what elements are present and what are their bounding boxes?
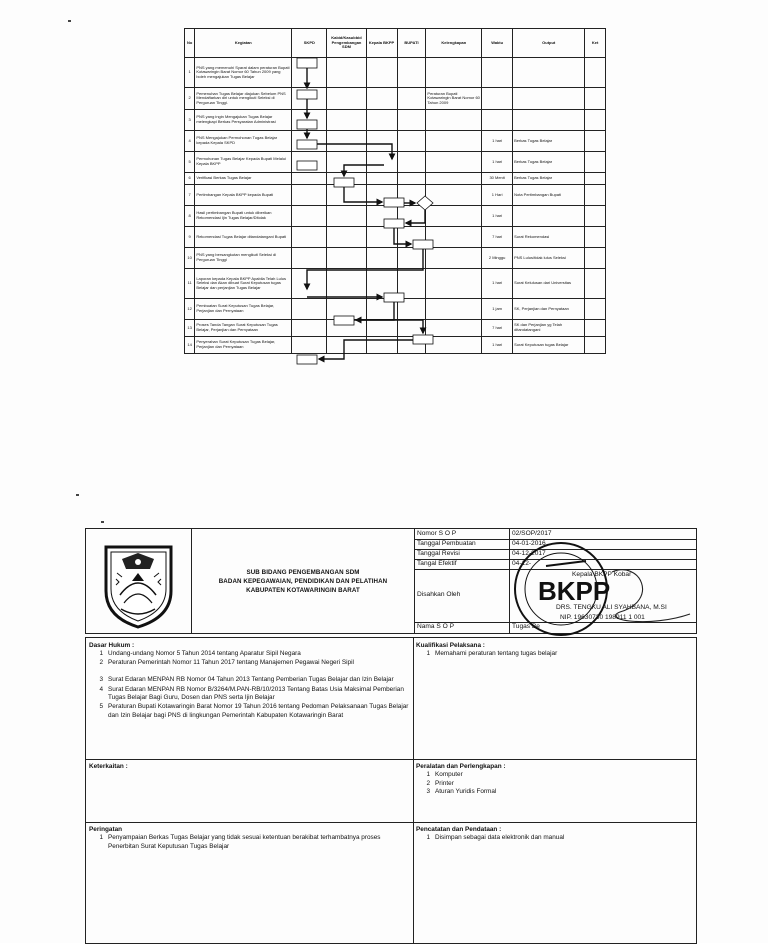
step-ket [585, 337, 606, 354]
lane-kabid [327, 110, 366, 131]
step-waktu: 1 jam [482, 299, 513, 320]
step-ket [585, 299, 606, 320]
lane-kabid [327, 131, 366, 152]
step-waktu [482, 58, 513, 88]
step-activity: Pemenuhan Tugas Belajar diajukan Sebelum PNS Mendaftarkan diri untuk mengikuti Seleksi di Perguruan Tinggi. [195, 88, 292, 110]
step-ket [585, 248, 606, 269]
step-output: Berkas Tugas Belajar [513, 152, 585, 173]
header-output: Output [513, 29, 585, 58]
header-no: No [185, 29, 195, 58]
step-activity: Rekomendasi Tugas Belajar ditandatangani Bupati [195, 227, 292, 248]
lane-skpd [292, 185, 327, 206]
step-waktu: 7 hari [482, 320, 513, 337]
section-peralatan [416, 763, 692, 797]
list-item [89, 686, 409, 703]
step-ket [585, 58, 606, 88]
step-output [513, 88, 585, 110]
meta-key: Disahkan Oleh [417, 591, 461, 598]
step-waktu: 1 Hari [482, 185, 513, 206]
step-output: SK, Perjanjian dan Pernyataan [513, 299, 585, 320]
lane-skpd [292, 152, 327, 173]
lane-bupati [397, 152, 426, 173]
section-title: Dasar Hukum : [89, 642, 135, 649]
grid-divider [413, 638, 414, 943]
flowchart-row [185, 227, 606, 248]
lane-kepala-bkpp [366, 337, 397, 354]
step-output [513, 110, 585, 131]
step-kelengkapan [426, 185, 482, 206]
meta-key: Tangal Efektif [417, 560, 457, 567]
flowchart-row [185, 173, 606, 185]
step-output [513, 206, 585, 227]
org-line-1: SUB BIDANG PENGEMBANGAN SDM [246, 568, 360, 576]
grid-divider [86, 759, 696, 760]
step-kelengkapan [426, 337, 482, 354]
step-activity: Pertimbangan Kepala BKPP kepada Bupati [195, 185, 292, 206]
organization-title [192, 529, 415, 633]
flowchart-row [185, 152, 606, 173]
step-ket [585, 88, 606, 110]
lane-skpd [292, 131, 327, 152]
meta-row-disahkan [415, 569, 696, 623]
header-waktu: Waktu [482, 29, 513, 58]
item-number: 2 [426, 779, 430, 787]
lane-bupati [397, 320, 426, 337]
header-kabid: Kabid/Kasubbid Pengembangan SDM [327, 29, 366, 58]
item-text: Memahami peraturan tentang tugas belajar [435, 650, 558, 658]
flowchart-header-row [185, 29, 606, 58]
header-ket: Ket [585, 29, 606, 58]
sop-content-grid [85, 637, 697, 944]
lane-kepala-bkpp [366, 185, 397, 206]
meta-value: 02/SOP/2017 [512, 530, 552, 537]
step-activity: PNS yang ingin Mengajukan Tugas Belajar melengkapi Berkas Persyaratan Administrasi [195, 110, 292, 131]
item-text: Disimpan sebagai data elektronik dan manual [435, 834, 565, 842]
lane-kabid [327, 248, 366, 269]
step-kelengkapan [426, 152, 482, 173]
signature-role: Kepala BKPP Kobar [572, 571, 632, 578]
step-waktu [482, 88, 513, 110]
list-item [416, 780, 692, 788]
lane-bupati [397, 269, 426, 299]
section-kualifikasi [416, 642, 692, 659]
item-text: Komputer [435, 771, 463, 779]
step-ket [585, 206, 606, 227]
step-number: 4 [185, 131, 195, 152]
lane-kabid [327, 206, 366, 227]
step-number: 2 [185, 88, 195, 110]
list-item [416, 788, 692, 796]
step-output: Surat Kelulusan dari Universitas [513, 269, 585, 299]
step-kelengkapan [426, 110, 482, 131]
flowchart-row [185, 185, 606, 206]
lane-kabid [327, 269, 366, 299]
flow-step-box [297, 355, 317, 364]
step-activity: PNS yang memenuhi Syarat dalam peraturan Bupati Kotawaringin Barat Nomor 60 Tahun 2009 yang boleh mengajukan Tugas Belajar [195, 58, 292, 88]
scan-speck [76, 494, 79, 496]
lane-bupati [397, 173, 426, 185]
item-text: Penyampaian Berkas Tugas Belajar yang tidak sesuai ketentuan berakibat terhambatnya proses Penerbitan Surat Keputusan Tugas Belajar [108, 834, 381, 850]
step-activity: Penyerahan Surat Keputusan Tugas Belajar, Perjanjian dan Pernyataan [195, 337, 292, 354]
list-item [416, 771, 692, 779]
header-kepala-bkpp: Kepala BKPP [366, 29, 397, 58]
item-text: Printer [435, 779, 454, 787]
step-number: 3 [185, 110, 195, 131]
step-output: Berkas Tugas Belajar [513, 173, 585, 185]
lane-skpd [292, 269, 327, 299]
lane-bupati [397, 299, 426, 320]
step-kelengkapan [426, 269, 482, 299]
item-text: Surat Edaran MENPAN RB Nomor 04 Tahun 2013 Tentang Pemberian Tugas Belajar dan Izin Belajar [108, 676, 394, 684]
step-number: 7 [185, 185, 195, 206]
lane-bupati [397, 206, 426, 227]
lane-skpd [292, 337, 327, 354]
step-ket [585, 110, 606, 131]
lane-kabid [327, 299, 366, 320]
meta-row-nama-sop [415, 622, 696, 632]
lane-kabid [327, 88, 366, 110]
list-item [89, 659, 409, 667]
step-waktu: 1 hari [482, 131, 513, 152]
regency-emblem-logo [86, 529, 191, 633]
lane-kepala-bkpp [366, 88, 397, 110]
meta-value: Tugas Be [512, 623, 540, 630]
lane-bupati [397, 88, 426, 110]
meta-value: 04-12- [512, 560, 532, 567]
lane-kepala-bkpp [366, 248, 397, 269]
flowchart-row [185, 337, 606, 354]
lane-skpd [292, 227, 327, 248]
org-line-2: BADAN KEPEGAWAIAN, PENDIDIKAN DAN PELATIHAN [218, 577, 388, 585]
scan-speck [68, 20, 71, 22]
section-title: Peringatan [89, 826, 123, 833]
lane-kepala-bkpp [366, 110, 397, 131]
step-output: PNS Lulus/tidak lulus Seleksi [513, 248, 585, 269]
step-waktu: 1 hari [482, 206, 513, 227]
lane-kabid [327, 337, 366, 354]
scan-speck [101, 521, 104, 523]
item-text: Peraturan Pemerintah Nomor 11 Tahun 2017 tentang Manajemen Pegawai Negeri Sipil [108, 658, 354, 666]
lane-kepala-bkpp [366, 299, 397, 320]
lane-kepala-bkpp [366, 58, 397, 88]
item-number: 4 [99, 685, 103, 693]
section-title: Peralatan dan Perlengkapan : [416, 763, 506, 770]
section-dasar-hukum [89, 642, 409, 720]
step-number: 10 [185, 248, 195, 269]
step-waktu: 1 hari [482, 269, 513, 299]
lane-skpd [292, 299, 327, 320]
step-kelengkapan [426, 248, 482, 269]
stamp-text: BKPP [538, 576, 611, 606]
step-number: 14 [185, 337, 195, 354]
item-text: Aturan Yuridis Formal [435, 788, 497, 796]
step-kelengkapan: Peraturan Bupati Kotawaringin Barat Nomor 60 Tahun 2009 [426, 88, 482, 110]
item-number: 1 [99, 834, 103, 842]
item-text: Undang-undang Nomor 5 Tahun 2014 tentang Aparatur Sipil Negara [108, 650, 301, 658]
meta-key: Nomor S O P [417, 530, 457, 537]
step-activity: Verifikasi Berkas Tugas Belajar [195, 173, 292, 185]
step-output: SK dan Perjanjian yg Telah ditandatangani [513, 320, 585, 337]
lane-skpd [292, 173, 327, 185]
lane-kepala-bkpp [366, 320, 397, 337]
flowchart-row [185, 110, 606, 131]
flowchart-row [185, 320, 606, 337]
flowchart-row [185, 131, 606, 152]
list-item [89, 834, 409, 851]
section-title: Pencatatan dan Pendataan : [416, 826, 502, 833]
lane-skpd [292, 320, 327, 337]
flowchart-row [185, 58, 606, 88]
lane-kepala-bkpp [366, 227, 397, 248]
step-ket [585, 320, 606, 337]
step-number: 11 [185, 269, 195, 299]
org-line-3: KABUPATEN KOTAWARINGIN BARAT [246, 586, 360, 594]
step-kelengkapan [426, 299, 482, 320]
step-number: 6 [185, 173, 195, 185]
lane-bupati [397, 227, 426, 248]
step-kelengkapan [426, 173, 482, 185]
header-bupati: BUPATI [397, 29, 426, 58]
step-output [513, 58, 585, 88]
sop-flowchart-table [184, 28, 606, 354]
step-activity: Proses Tanda Tangan Surat Keputusan Tugas Belajar, Perjanjian dan Pernyataan [195, 320, 292, 337]
lane-skpd [292, 206, 327, 227]
item-number: 1 [426, 650, 430, 658]
section-pencatatan [416, 826, 692, 843]
step-ket [585, 131, 606, 152]
step-number: 13 [185, 320, 195, 337]
list-item [89, 650, 409, 658]
step-ket [585, 173, 606, 185]
item-number: 3 [426, 788, 430, 796]
lane-kepala-bkpp [366, 206, 397, 227]
step-waktu [482, 110, 513, 131]
item-text: Surat Edaran MENPAN RB Nomor B/3264/M.PAN-RB/10/2013 Tentang Batas Usia Maksimal Pemberian Tugas Belajar Bagi Guru, Dosen dan PNS serta Ijin Belajar [108, 685, 404, 702]
list-item [416, 650, 692, 658]
lane-skpd [292, 88, 327, 110]
item-number: 5 [99, 703, 103, 711]
list-item [89, 676, 409, 684]
step-number: 5 [185, 152, 195, 173]
header-skpd: SKPD [292, 29, 327, 58]
lane-bupati [397, 185, 426, 206]
lane-skpd [292, 58, 327, 88]
step-waktu: 1 hari [482, 337, 513, 354]
step-kelengkapan [426, 58, 482, 88]
lane-bupati [397, 337, 426, 354]
section-keterkaitan [89, 763, 409, 771]
lane-kepala-bkpp [366, 131, 397, 152]
grid-divider [86, 822, 696, 823]
step-activity: Pembuatan Surat Keputusan Tugas Belajar, Perjanjian dan Pernyataan [195, 299, 292, 320]
lane-kepala-bkpp [366, 152, 397, 173]
section-peringatan [89, 826, 409, 851]
item-number: 3 [99, 676, 103, 684]
step-waktu: 30 Menit [482, 173, 513, 185]
step-waktu: 1 hari [482, 152, 513, 173]
step-number: 8 [185, 206, 195, 227]
step-number: 12 [185, 299, 195, 320]
step-ket [585, 185, 606, 206]
step-ket [585, 152, 606, 173]
step-waktu: 7 hari [482, 227, 513, 248]
step-number: 1 [185, 58, 195, 88]
lane-kabid [327, 58, 366, 88]
step-kelengkapan [426, 206, 482, 227]
signature-name: DRS. TENGKU ALI SYAHBANA, M.SI [556, 604, 667, 611]
lane-bupati [397, 110, 426, 131]
list-item [416, 834, 692, 842]
flowchart-row [185, 206, 606, 227]
lane-kabid [327, 173, 366, 185]
flowchart-row [185, 248, 606, 269]
item-number: 2 [99, 658, 103, 666]
flowchart-row [185, 269, 606, 299]
step-output: Surat Rekomendasi [513, 227, 585, 248]
item-number: 1 [426, 771, 430, 779]
step-activity: PNS yang bersangkutan mengikuti Seleksi di Perguruan Tinggi [195, 248, 292, 269]
step-ket [585, 269, 606, 299]
step-number: 9 [185, 227, 195, 248]
header-kelengkapan: Kelengkapan [426, 29, 482, 58]
step-output: Nota Pertimbangan Bupati [513, 185, 585, 206]
section-title: Kualifikasi Pelaksana : [416, 642, 485, 649]
item-number: 1 [426, 834, 430, 842]
lane-skpd [292, 248, 327, 269]
step-output: Berkas Tugas Belajar [513, 131, 585, 152]
lane-kabid [327, 152, 366, 173]
meta-key: Tanggal Pembuatan [417, 540, 476, 547]
logo-cell [86, 529, 192, 633]
signature-nip: NIP. 19630730 198911 1 001 [560, 614, 645, 621]
flowchart-row [185, 299, 606, 320]
lane-skpd [292, 110, 327, 131]
item-text: Peraturan Bupati Kotawaringin Barat Nomor 19 Tahun 2016 tentang Pedoman Pelaksanaan Tugas Belajar dan Izin Belajar bagi PNS di lingkungan Pemerintah Kabupaten Kotawaringin Barat [108, 703, 409, 719]
step-activity: Laporan kepada Kepala BKPP Apabila Telah Lulus Seleksi dan Akan dibuat Surat Keputusan tugas Belajar dan perjanjian Tugas Belajar [195, 269, 292, 299]
section-title: Keterkaitan : [89, 763, 128, 770]
step-activity: Hasil pertimbangan Bupati untuk diberikan Rekomendasi Ijin Tugas Belajar/Ditolak [195, 206, 292, 227]
meta-key: Tanggal Revisi [417, 550, 460, 557]
meta-value: 04-01-2016 [512, 540, 546, 547]
lane-bupati [397, 248, 426, 269]
lane-kabid [327, 227, 366, 248]
item-number: 1 [99, 650, 103, 658]
sop-meta-table [415, 529, 696, 633]
meta-value: 04-12-2017 [512, 550, 546, 557]
meta-key: Nama S O P [417, 623, 455, 630]
lane-kabid [327, 185, 366, 206]
lane-kepala-bkpp [366, 269, 397, 299]
step-waktu: 2 Minggu [482, 248, 513, 269]
step-activity: Permohonan Tugas Belajar Kepada Bupati Melalui Kepala BKPP [195, 152, 292, 173]
step-kelengkapan [426, 227, 482, 248]
list-item [89, 703, 409, 720]
step-kelengkapan [426, 131, 482, 152]
lane-bupati [397, 131, 426, 152]
lane-kabid [327, 320, 366, 337]
step-kelengkapan [426, 320, 482, 337]
step-output: Surat Keputusan tugas Belajar [513, 337, 585, 354]
step-activity: PNS Mengajukan Permohonan Tugas Belajar kepada Kepala SKPD [195, 131, 292, 152]
lane-bupati [397, 58, 426, 88]
flowchart-row [185, 88, 606, 110]
header-kegiatan: Kegiatan [195, 29, 292, 58]
lane-kepala-bkpp [366, 173, 397, 185]
step-ket [585, 227, 606, 248]
